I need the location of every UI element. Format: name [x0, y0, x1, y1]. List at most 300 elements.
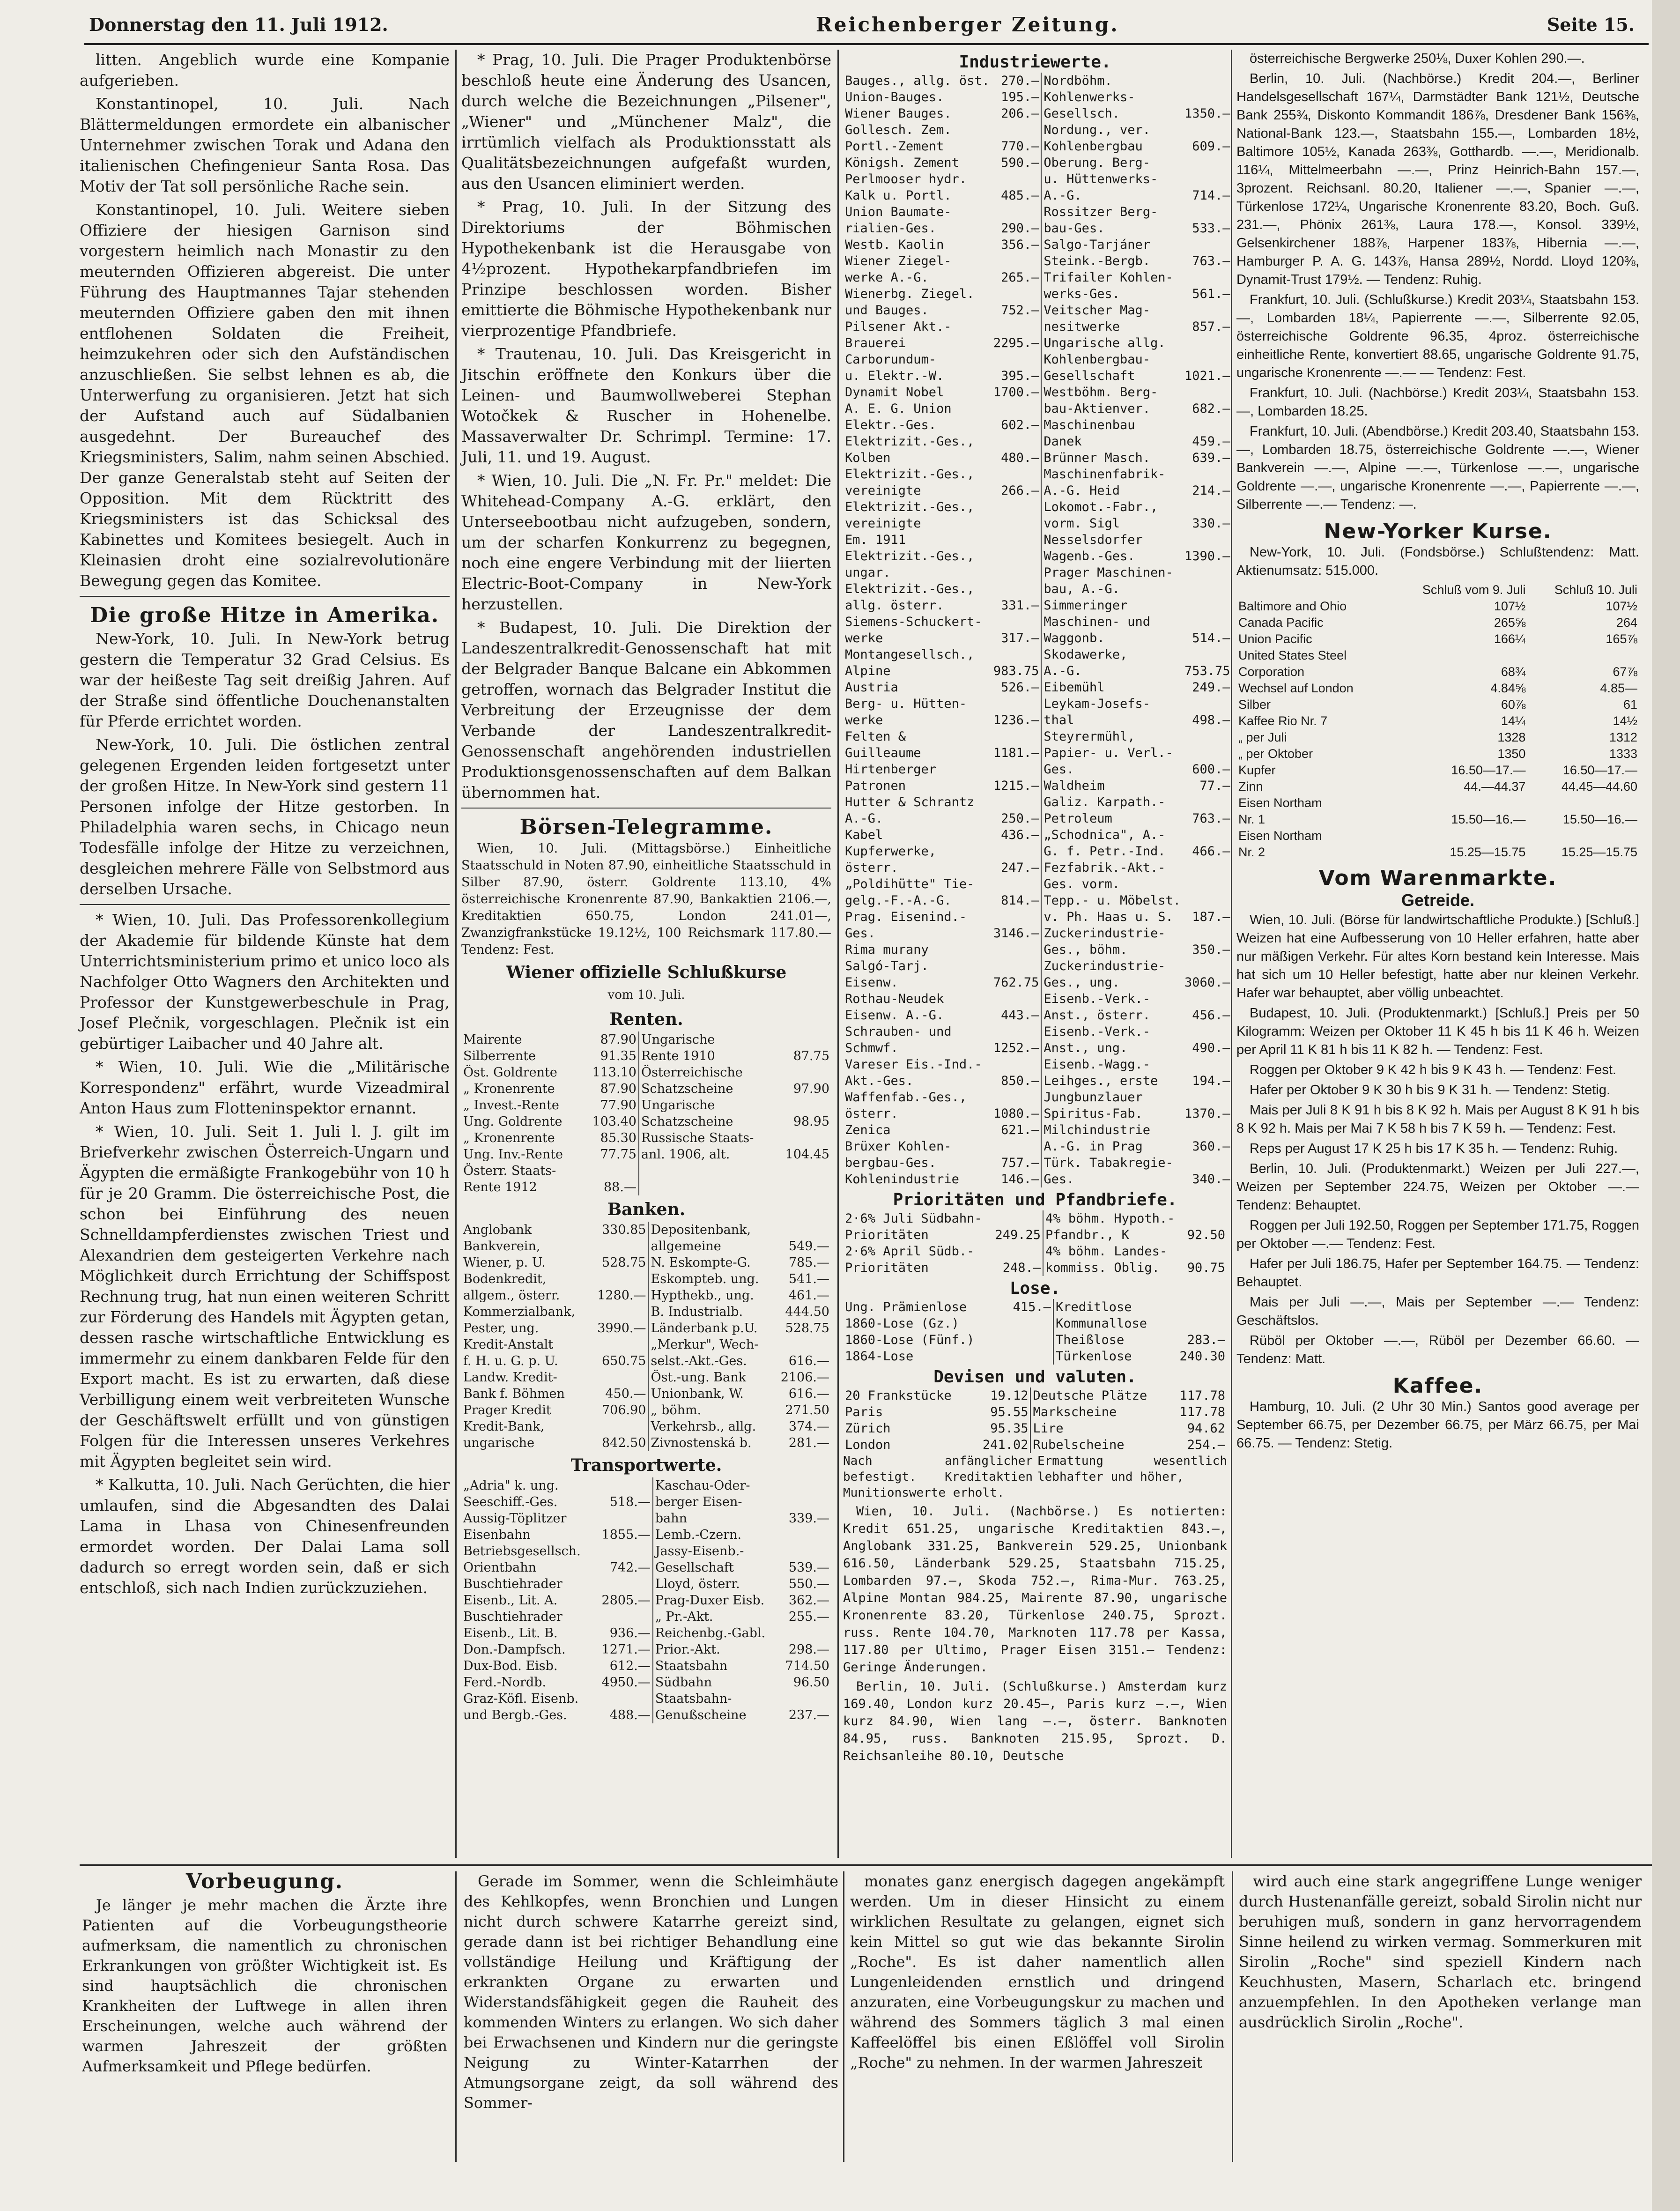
market-report: Reps per August 17 K 25 h bis 17 K 35 h. — Tendenz: Ruhig.	[1250, 1141, 1618, 1156]
security-price	[590, 1271, 649, 1287]
column-quotes	[843, 50, 1230, 1858]
table-row	[461, 1477, 831, 1494]
security-name: Union Baumate-	[845, 205, 952, 219]
security-name: Deutsche Plätze	[1030, 1387, 1169, 1404]
security-name: Ung. Inv.-Rente	[463, 1147, 563, 1162]
security-name: Salgó-Tarj.	[845, 959, 929, 973]
table-row	[461, 1609, 831, 1625]
divider	[461, 808, 831, 809]
article-paragraph: * Prag, 10. Juli. Die Prager Produktenbörse beschloß heute eine Änderung des Usancen, durch welche die Bezeichnungen „Pilsener", „Wiener" und „Münchener Malz", die irrtümlich vielfach als Produktionsstatt als Qualitätsbezeichnungen aufgefaßt wurden, aus den Usancen eliminiert werden.	[461, 51, 831, 193]
security-name: ungarische	[463, 1436, 535, 1450]
table-row	[843, 204, 1232, 220]
security-name: Silberrente	[463, 1049, 536, 1063]
section-heading: Vom Warenmarkte.	[1318, 866, 1557, 890]
security-price: 14¼	[1501, 714, 1526, 728]
security-name: Kredit-Anstalt	[463, 1337, 554, 1352]
security-name: Bankverein,	[463, 1239, 540, 1254]
table-row	[461, 1146, 831, 1163]
table-row	[461, 1402, 831, 1418]
security-name: Kaschau-Oder-	[653, 1477, 778, 1494]
security-price: 360.—	[1192, 1139, 1230, 1154]
security-price: 281.—	[788, 1436, 829, 1450]
security-name: Elektrizit.-Ges.,	[845, 549, 975, 564]
security-name: Nr. 1	[1238, 812, 1266, 826]
security-name: allg. österr.	[845, 598, 944, 613]
security-name: Elektrizit.-Ges.,	[845, 434, 975, 449]
security-name: Eisen Northam	[1238, 829, 1322, 843]
security-price	[992, 794, 1042, 810]
table-row	[843, 663, 1232, 679]
security-price: 77.90	[600, 1098, 636, 1113]
security-price: 264	[1616, 616, 1637, 630]
market-report: Roggen per Oktober 9 K 42 h bis 9 K 43 h. — Tendenz: Fest.	[1250, 1062, 1616, 1077]
table-row	[843, 286, 1232, 302]
table-row	[461, 1691, 831, 1707]
security-price	[1183, 991, 1232, 1007]
table-row	[843, 138, 1232, 155]
security-name: Maschinenbau	[1041, 417, 1183, 433]
security-price	[1183, 958, 1232, 974]
security-price: 95.55	[990, 1405, 1029, 1419]
security-price	[992, 351, 1042, 368]
security-price	[773, 1222, 832, 1238]
security-price	[1390, 647, 1528, 664]
security-name: Wiener Ziegel-	[845, 254, 952, 268]
security-name: werke A.-G.	[845, 270, 929, 285]
security-name: „ Kronenrente	[463, 1082, 555, 1096]
table-row	[461, 1592, 831, 1609]
page-header	[89, 10, 1635, 38]
security-price	[1527, 647, 1639, 664]
security-price: 498.—	[1192, 713, 1230, 727]
security-price: 95.35	[990, 1421, 1029, 1436]
security-price	[1390, 828, 1528, 844]
security-price	[1183, 696, 1232, 712]
security-price: 194.—	[1192, 1074, 1230, 1088]
quotes-table	[843, 73, 1232, 1187]
security-price	[1183, 876, 1232, 892]
security-name: Wienerbg. Ziegel.	[845, 287, 975, 301]
security-price	[992, 843, 1042, 860]
ad-paragraph: Je länger je mehr machen die Ärzte ihre Patienten auf die Vorbeugungstheorie aufmerksam, die namentlich zu chronischen Erkrankungen von größter Wichtigkeit ist. Es sind hauptsächlich die chronischen Krankheiten der Luftwege in allen ihren Erscheinungen, welche auch während der warmen Jahreszeit der größten Aufmerksamkeit und Pflege bedürfen.	[82, 1896, 447, 2075]
table-row	[843, 105, 1232, 122]
security-price	[992, 876, 1042, 892]
security-name: Wechsel auf London	[1238, 681, 1354, 695]
security-name: Lire	[1030, 1420, 1169, 1437]
column-header: Schluß vom 9. Juli	[1422, 583, 1526, 597]
table-row	[461, 1625, 831, 1641]
security-price	[992, 401, 1042, 417]
article-paragraph: * Wien, 10. Juli. Seit 1. Juli l. J. gilt im Briefverkehr zwischen Österreich-Ungarn und Ägypten die ermäßigte Frankogebühr von 10 h für je 20 Gramm. Die österreichische Post, die schon bei Einführung des neuen Schnelldampferdienstes zwischen Triest und Alexandrien dem gesteigerten Verkehre nach Möglichkeit durch Errichtung der Schiffspost Rechnung trug, hat nun einen weiteren Schritt zur Förderung des Handels mit Ägypten getan, dessen rasche wirtschaftliche Entwicklung es immermehr zu einem dankbaren Felde für den Export macht. Es ist zu erwarten, daß diese Verbilligung einem weit verbreiteten Wunsche der Geschäftswelt erfüllt und von günstigen Folgen für die Interessen unseres Verkehres mit Ägypten begleitet sein wird.	[80, 1122, 450, 1470]
security-name: Kohlenindustrie	[845, 1172, 959, 1187]
security-name: Prioritäten	[845, 1261, 929, 1275]
table-row	[461, 1254, 831, 1271]
security-price: 842.50	[602, 1436, 646, 1450]
table-row	[843, 925, 1232, 942]
security-price	[1168, 1315, 1228, 1332]
security-name: Zuckerindustrie-	[1041, 958, 1183, 974]
table-row	[843, 909, 1232, 925]
security-price: 90.75	[1187, 1261, 1225, 1275]
security-price: 621.—	[1001, 1123, 1039, 1137]
security-price	[778, 1543, 831, 1559]
security-price: 331.—	[1001, 598, 1039, 613]
table-row	[461, 1064, 831, 1081]
security-name: A.-G. in Prag	[1041, 1138, 1183, 1155]
table-row	[843, 1227, 1227, 1243]
table-row	[843, 335, 1232, 351]
security-price	[1183, 728, 1232, 745]
security-name: Baltimore and Ohio	[1238, 599, 1347, 613]
security-price: 19.12	[990, 1388, 1029, 1403]
security-price: 271.50	[785, 1403, 829, 1417]
security-name: „ Invest.-Rente	[463, 1098, 559, 1113]
security-price	[992, 564, 1042, 581]
table-row	[843, 712, 1232, 728]
security-name: Lokomot.-Fabr.,	[1041, 499, 1183, 515]
security-name: Gesellschaft	[653, 1559, 778, 1576]
table-row	[843, 843, 1232, 860]
security-name: f. H. u. G. p. U.	[463, 1354, 558, 1368]
security-name: Eisenbahn	[463, 1528, 531, 1542]
market-report: Wien, 10. Juli. (Börse für landwirtschaftliche Produkte.) [Schluß.] Weizen hat eine Aufbesserung von 10 Heller erfahren, hatte aber nur mäßigen Verkehr. Für altes Korn bestand kein Interesse. Mais hat sich um 10 Heller befestigt, hatte aber nur kleinen Verkehr. Hafer war behauptet, aber völlig unbeachtet.	[1236, 913, 1639, 1001]
security-price: 983.75	[993, 664, 1039, 678]
article-paragraph: Konstantinopel, 10. Juli. Nach Blättermeldungen ermordete ein albanischer Unternehmer zwischen Torak und Adana den italienischen Chefingenieur Santa Rosa. Das Motiv der Tat soll persönliche Rache sein.	[80, 95, 450, 195]
security-price: 98.95	[793, 1114, 829, 1129]
security-name: A.-G. Heid	[1041, 482, 1183, 499]
security-price	[1527, 828, 1639, 844]
table-row	[461, 1641, 831, 1658]
security-price	[992, 548, 1042, 564]
security-price: 1700.—	[993, 385, 1039, 400]
security-name: Elektr.-Ges.	[845, 418, 937, 432]
security-price: 3060.—	[1184, 975, 1230, 990]
security-name: Dynamit Nobel	[845, 385, 944, 400]
security-price: 1080.—	[993, 1106, 1039, 1121]
security-name: Ungarische allg.	[1041, 335, 1183, 351]
security-price	[992, 761, 1042, 778]
security-price: 1370.—	[1184, 1106, 1230, 1121]
table-row	[843, 253, 1232, 269]
security-name: bau-Ges.	[1041, 220, 1183, 237]
market-report: Rüböl per Oktober —.—, Rüböl per Dezember 66.60. — Tendenz: Matt.	[1236, 1333, 1639, 1366]
security-name: Kaffee Rio Nr. 7	[1238, 714, 1328, 728]
security-price: 113.10	[592, 1065, 636, 1080]
security-price	[992, 286, 1042, 302]
table-row	[461, 1527, 831, 1543]
security-name: „Poldihütte" Tie-	[845, 877, 975, 891]
security-price: 87.75	[793, 1049, 829, 1063]
security-price: 485.—	[1001, 188, 1039, 203]
section-heading: Getreide.	[1401, 890, 1475, 910]
security-name: Länderbank p.U.	[648, 1320, 773, 1336]
security-name: 1864-Lose	[845, 1349, 914, 1364]
security-name: Kredit-Bank,	[463, 1419, 545, 1434]
security-name: Reichenbg.-Gabl.	[653, 1625, 778, 1641]
security-name: allgemeine	[648, 1238, 773, 1254]
security-price	[1183, 1155, 1232, 1171]
security-name: Elektrizit.-Ges.,	[845, 582, 975, 596]
security-name: Prior.-Akt.	[653, 1641, 778, 1658]
security-price: 600.—	[1192, 762, 1230, 777]
security-price: 785.—	[788, 1255, 829, 1270]
table-row	[843, 1420, 1227, 1437]
table-row	[461, 1576, 831, 1592]
table-row	[1236, 762, 1639, 779]
security-price: 15.50—16.—	[1562, 812, 1637, 826]
security-price: 87.90	[600, 1082, 636, 1096]
security-price: 265.—	[1001, 270, 1039, 285]
security-price	[992, 515, 1042, 532]
security-price: 237.—	[788, 1708, 829, 1722]
security-price	[594, 1691, 653, 1707]
table-row	[843, 155, 1232, 171]
table-row	[843, 597, 1232, 614]
security-price	[775, 1064, 831, 1081]
table-header-row	[1236, 582, 1639, 598]
security-price: 528.75	[785, 1321, 829, 1336]
security-price: 1236.—	[993, 713, 1039, 727]
security-name: Bodenkredit,	[463, 1272, 547, 1286]
table-row	[843, 679, 1232, 696]
table-row	[843, 1404, 1227, 1420]
column-markets	[1236, 50, 1639, 1858]
security-name: Eisenb., Lit. A.	[463, 1593, 558, 1608]
security-name: Wagenb.-Ges.	[1041, 548, 1183, 564]
table-row	[843, 860, 1232, 876]
security-name: 4% böhm. Landes-	[1043, 1243, 1183, 1260]
table-heading: Industriewerte.	[959, 52, 1111, 72]
security-price: 77.75	[600, 1147, 636, 1162]
security-name: Jungbunzlauer	[1041, 1089, 1183, 1106]
quotes-table	[461, 1477, 831, 1723]
security-price: 350.—	[1192, 942, 1230, 957]
security-name: Guilleaume	[845, 746, 921, 760]
security-price	[1003, 1332, 1053, 1348]
security-name: Kohlenbergbau-	[1041, 351, 1183, 368]
security-name: Papier- u. Verl.-	[1041, 745, 1183, 761]
security-price: 14½	[1613, 714, 1637, 728]
security-price	[991, 1243, 1043, 1260]
security-price: 247.—	[1001, 861, 1039, 875]
security-name: Jassy-Eisenb.-	[653, 1543, 778, 1559]
table-row	[843, 646, 1232, 663]
security-price	[992, 581, 1042, 597]
table-row	[843, 1106, 1232, 1122]
security-price	[992, 1024, 1042, 1040]
market-report: Hamburg, 10. Juli. (2 Uhr 30 Min.) Santos good average per September 66.75, per Dezember 66.75, per März 66.75, per Mai 66.75. — Tendenz: Stetig.	[1236, 1399, 1639, 1451]
quotes-table	[461, 1031, 831, 1195]
table-row	[843, 548, 1232, 564]
security-name: werks-Ges.	[1041, 286, 1183, 302]
security-price: 68¾	[1501, 665, 1526, 679]
security-price	[778, 1494, 831, 1510]
security-price	[1183, 384, 1232, 401]
security-name: 4% böhm. Hypoth.-	[1043, 1210, 1183, 1227]
security-price	[590, 1369, 649, 1386]
security-name: Nordung., ver.	[1041, 122, 1183, 138]
security-name: Siemens-Schuckert-	[845, 615, 982, 629]
security-price: 444.50	[785, 1305, 829, 1319]
table-row	[843, 794, 1232, 810]
security-price	[1183, 73, 1232, 89]
table-row	[843, 319, 1232, 335]
table-row	[843, 728, 1232, 745]
security-name: Union-Bauges.	[845, 90, 944, 104]
security-price: 356.—	[1001, 237, 1039, 252]
security-name: Russische Staats-	[639, 1130, 775, 1146]
security-price: 1181.—	[993, 746, 1039, 760]
security-name: Akt.-Ges.	[845, 1074, 914, 1088]
table-row	[843, 417, 1232, 433]
article-paragraph: * Kalkutta, 10. Juli. Nach Gerüchten, die hier umlaufen, sind die Abgesandten des Dalai Lama in Lhasa von Chinesenfreunden ermordet worden. Der Dalai Lama soll dadurch so erregt worden sein, daß er sich entschloß, sich nach Indien zurückzuziehen.	[80, 1476, 450, 1597]
security-price	[1183, 564, 1232, 581]
security-name: berger Eisen-	[653, 1494, 778, 1510]
table-heading: Prioritäten und Pfandbriefe.	[893, 1190, 1177, 1209]
security-name: Rubelscheine	[1030, 1437, 1169, 1453]
table-row	[461, 1369, 831, 1386]
table-row	[843, 515, 1232, 532]
security-price	[1183, 499, 1232, 515]
security-name: 2·6% Juli Südbahn-	[845, 1211, 982, 1226]
security-price: 195.—	[1001, 90, 1039, 104]
security-name: Don.-Dampfsch.	[463, 1642, 566, 1657]
security-price: 2805.—	[601, 1593, 651, 1608]
market-report: österreichische Bergwerke 250⅛, Duxer Kohlen 290.—.	[1250, 51, 1585, 66]
security-price: 514.—	[1192, 631, 1230, 645]
security-name: Gesellsch.	[1041, 105, 1183, 122]
security-name: Seeschiff.-Ges.	[463, 1495, 558, 1509]
security-price: 60⅞	[1501, 697, 1526, 712]
security-price	[1183, 1024, 1232, 1040]
security-name: Pfandbr., K	[1043, 1227, 1183, 1243]
security-price	[992, 646, 1042, 663]
security-name: „ per Juli	[1238, 730, 1287, 744]
security-price: 450.—	[605, 1387, 646, 1401]
security-price	[594, 1510, 653, 1527]
security-name: Elektrizit.-Ges.,	[845, 467, 975, 482]
devisen-notes	[843, 1453, 1227, 1501]
security-price	[1183, 204, 1232, 220]
security-price: 850.—	[1001, 1074, 1039, 1088]
security-price: 395.—	[1001, 369, 1039, 383]
table-row	[843, 564, 1232, 581]
security-price	[775, 1097, 831, 1113]
security-price	[992, 499, 1042, 515]
security-name: Kommunallose	[1053, 1315, 1168, 1332]
column-rule	[455, 1871, 457, 2162]
table-row	[843, 892, 1232, 909]
table-row	[461, 1543, 831, 1559]
security-name: Union Pacific	[1238, 632, 1312, 646]
table-row	[843, 958, 1232, 974]
security-name: Unionbank, W.	[648, 1386, 773, 1402]
security-price: 107½	[1606, 599, 1637, 613]
security-price	[992, 991, 1042, 1007]
ad-column-1	[82, 1871, 447, 2162]
security-price	[1183, 89, 1232, 105]
security-name: G. f. Petr.-Ind.	[1041, 843, 1183, 860]
security-price: 763.—	[1192, 811, 1230, 826]
table-row	[1236, 746, 1639, 762]
security-price	[1003, 1348, 1053, 1365]
security-name: Montangesellsch.,	[845, 647, 975, 662]
security-name: Steyrermühl,	[1041, 728, 1183, 745]
security-price	[1183, 745, 1232, 761]
security-price: 16.50—17.—	[1562, 763, 1637, 777]
table-row	[461, 1222, 831, 1238]
security-name: Kabel	[845, 828, 883, 842]
security-price: 187.—	[1192, 910, 1230, 924]
security-name: Graz-Köfl. Eisenb.	[463, 1692, 579, 1706]
table-row	[461, 1048, 831, 1064]
security-name: Portl.-Zement	[845, 139, 944, 154]
market-report: Berlin, 10. Juli. (Nachbörse.) Kredit 204.—, Berliner Handelsgesellschaft 167¼, Darmstädter Bank 121½, Deutsche Bank 255¾, Diskonto Kommandit 186⅞, Dresdener Bank 156⅜, National-Bank 123.—, Staatsbahn 155.—, Lombarden 18½, Baltimore 105½, Kanada 263⅜, Gotthardb. —.—, Meridionalb. 116¼, Mittelmeerbahn —.—, Prinz Heinrich-Bahn 157.—, 3prozent. Reichsanl. 80.20, Italiener —.—, Spanier —.—, Türkenlose 172¼, Ungarische Kronenrente 83.20, Boch. Guß. 231.—, Phönix 261⅜, Laura 178.—, Konsol. 339½, Gelsenkirchener 188⅞, Harpener 183⅞, Hibernia —.—, Hamburger P. A. G. 143⅞, Hansa 289½, Nordd. Lloyd 120⅜, Dynamit-Trust 179½. — Tendenz: Ruhig.	[1236, 71, 1639, 287]
security-price: 526.—	[1001, 680, 1039, 695]
table-row	[843, 761, 1232, 778]
column-rule	[1232, 1871, 1233, 2162]
security-price: 94.62	[1187, 1421, 1225, 1436]
security-name: Gesellschaft	[1041, 368, 1183, 384]
security-name: Skodawerke,	[1041, 646, 1183, 663]
table-row	[843, 1243, 1227, 1260]
security-price: 283.—	[1187, 1333, 1225, 1347]
security-price: 146.—	[1001, 1172, 1039, 1187]
table-row	[1236, 697, 1639, 713]
note-right: Ermattung wesentlich lebhafter und höher,	[1037, 1454, 1227, 1484]
security-price: 752.—	[1001, 303, 1039, 318]
table-row	[843, 384, 1232, 401]
header-rule	[84, 43, 1649, 45]
security-name: Waggonb.	[1041, 630, 1183, 646]
security-price: 15.25—15.75	[1561, 845, 1637, 859]
security-name: Öst. Goldrente	[463, 1065, 557, 1080]
security-name: Waldheim	[1041, 778, 1183, 794]
security-price: 240.30	[1179, 1349, 1225, 1364]
bottom-rule	[80, 1864, 1653, 1866]
security-name: N. Eskompte-G.	[648, 1254, 773, 1271]
security-name: „ Kronenrente	[463, 1131, 555, 1145]
security-name: Maschinen- und	[1041, 614, 1183, 630]
market-report: Hafer per Juli 186.75, Hafer per September 164.75. — Tendenz: Behauptet.	[1236, 1256, 1639, 1290]
table-row	[843, 778, 1232, 794]
security-name: u. Hüttenwerks-	[1041, 171, 1183, 187]
security-name: Corporation	[1238, 665, 1305, 679]
table-row	[461, 1031, 831, 1048]
table-heading: Renten.	[609, 1009, 683, 1029]
security-price: 1350	[1497, 747, 1526, 761]
security-price	[590, 1238, 649, 1254]
market-report: Wien, 10. Juli. (Nachbörse.) Es notierten: Kredit 651.25, ungarische Kreditaktien 843.—, Anglobank 331.25, Bankverein 529.25, Unionbank 616.50, Länderbank 529.25, Staatsbahn 715.25, Lombarden 97.—, Skoda 752.—, Rima-Mur. 763.25, Alpine Montan 984.25, Mairente 87.90, ungarische Kronenrente 83.20, Türkenlose 240.75, Sprozt. russ. Rente 104.70, Marknoten 117.78 per Kassa, 117.80 per Ultimo, Prager Eisen 3151.— Tendenz: Geringe Änderungen.	[843, 1504, 1227, 1675]
table-row	[461, 1304, 831, 1320]
security-name: Prager Kredit	[463, 1403, 551, 1417]
security-name: Perlmooser hydr.	[845, 172, 967, 186]
security-price: 1333	[1609, 747, 1637, 761]
security-name: Em. 1911	[845, 533, 906, 547]
security-name: Brünner Masch.	[1041, 450, 1183, 466]
security-name: und Bauges.	[845, 303, 929, 318]
security-name: „ Pr.-Akt.	[653, 1609, 778, 1625]
table-heading: Lose.	[1009, 1279, 1061, 1298]
table-row	[1236, 598, 1639, 615]
divider	[80, 904, 450, 905]
security-name: Waffenfab.-Ges.,	[845, 1090, 967, 1105]
security-name: Lloyd, österr.	[653, 1576, 778, 1592]
security-name: Prag-Duxer Eisb.	[653, 1592, 778, 1609]
security-name: Landw. Kredit-	[463, 1370, 557, 1385]
security-name: Lemb.-Czern.	[653, 1527, 778, 1543]
table-row	[1236, 680, 1639, 697]
